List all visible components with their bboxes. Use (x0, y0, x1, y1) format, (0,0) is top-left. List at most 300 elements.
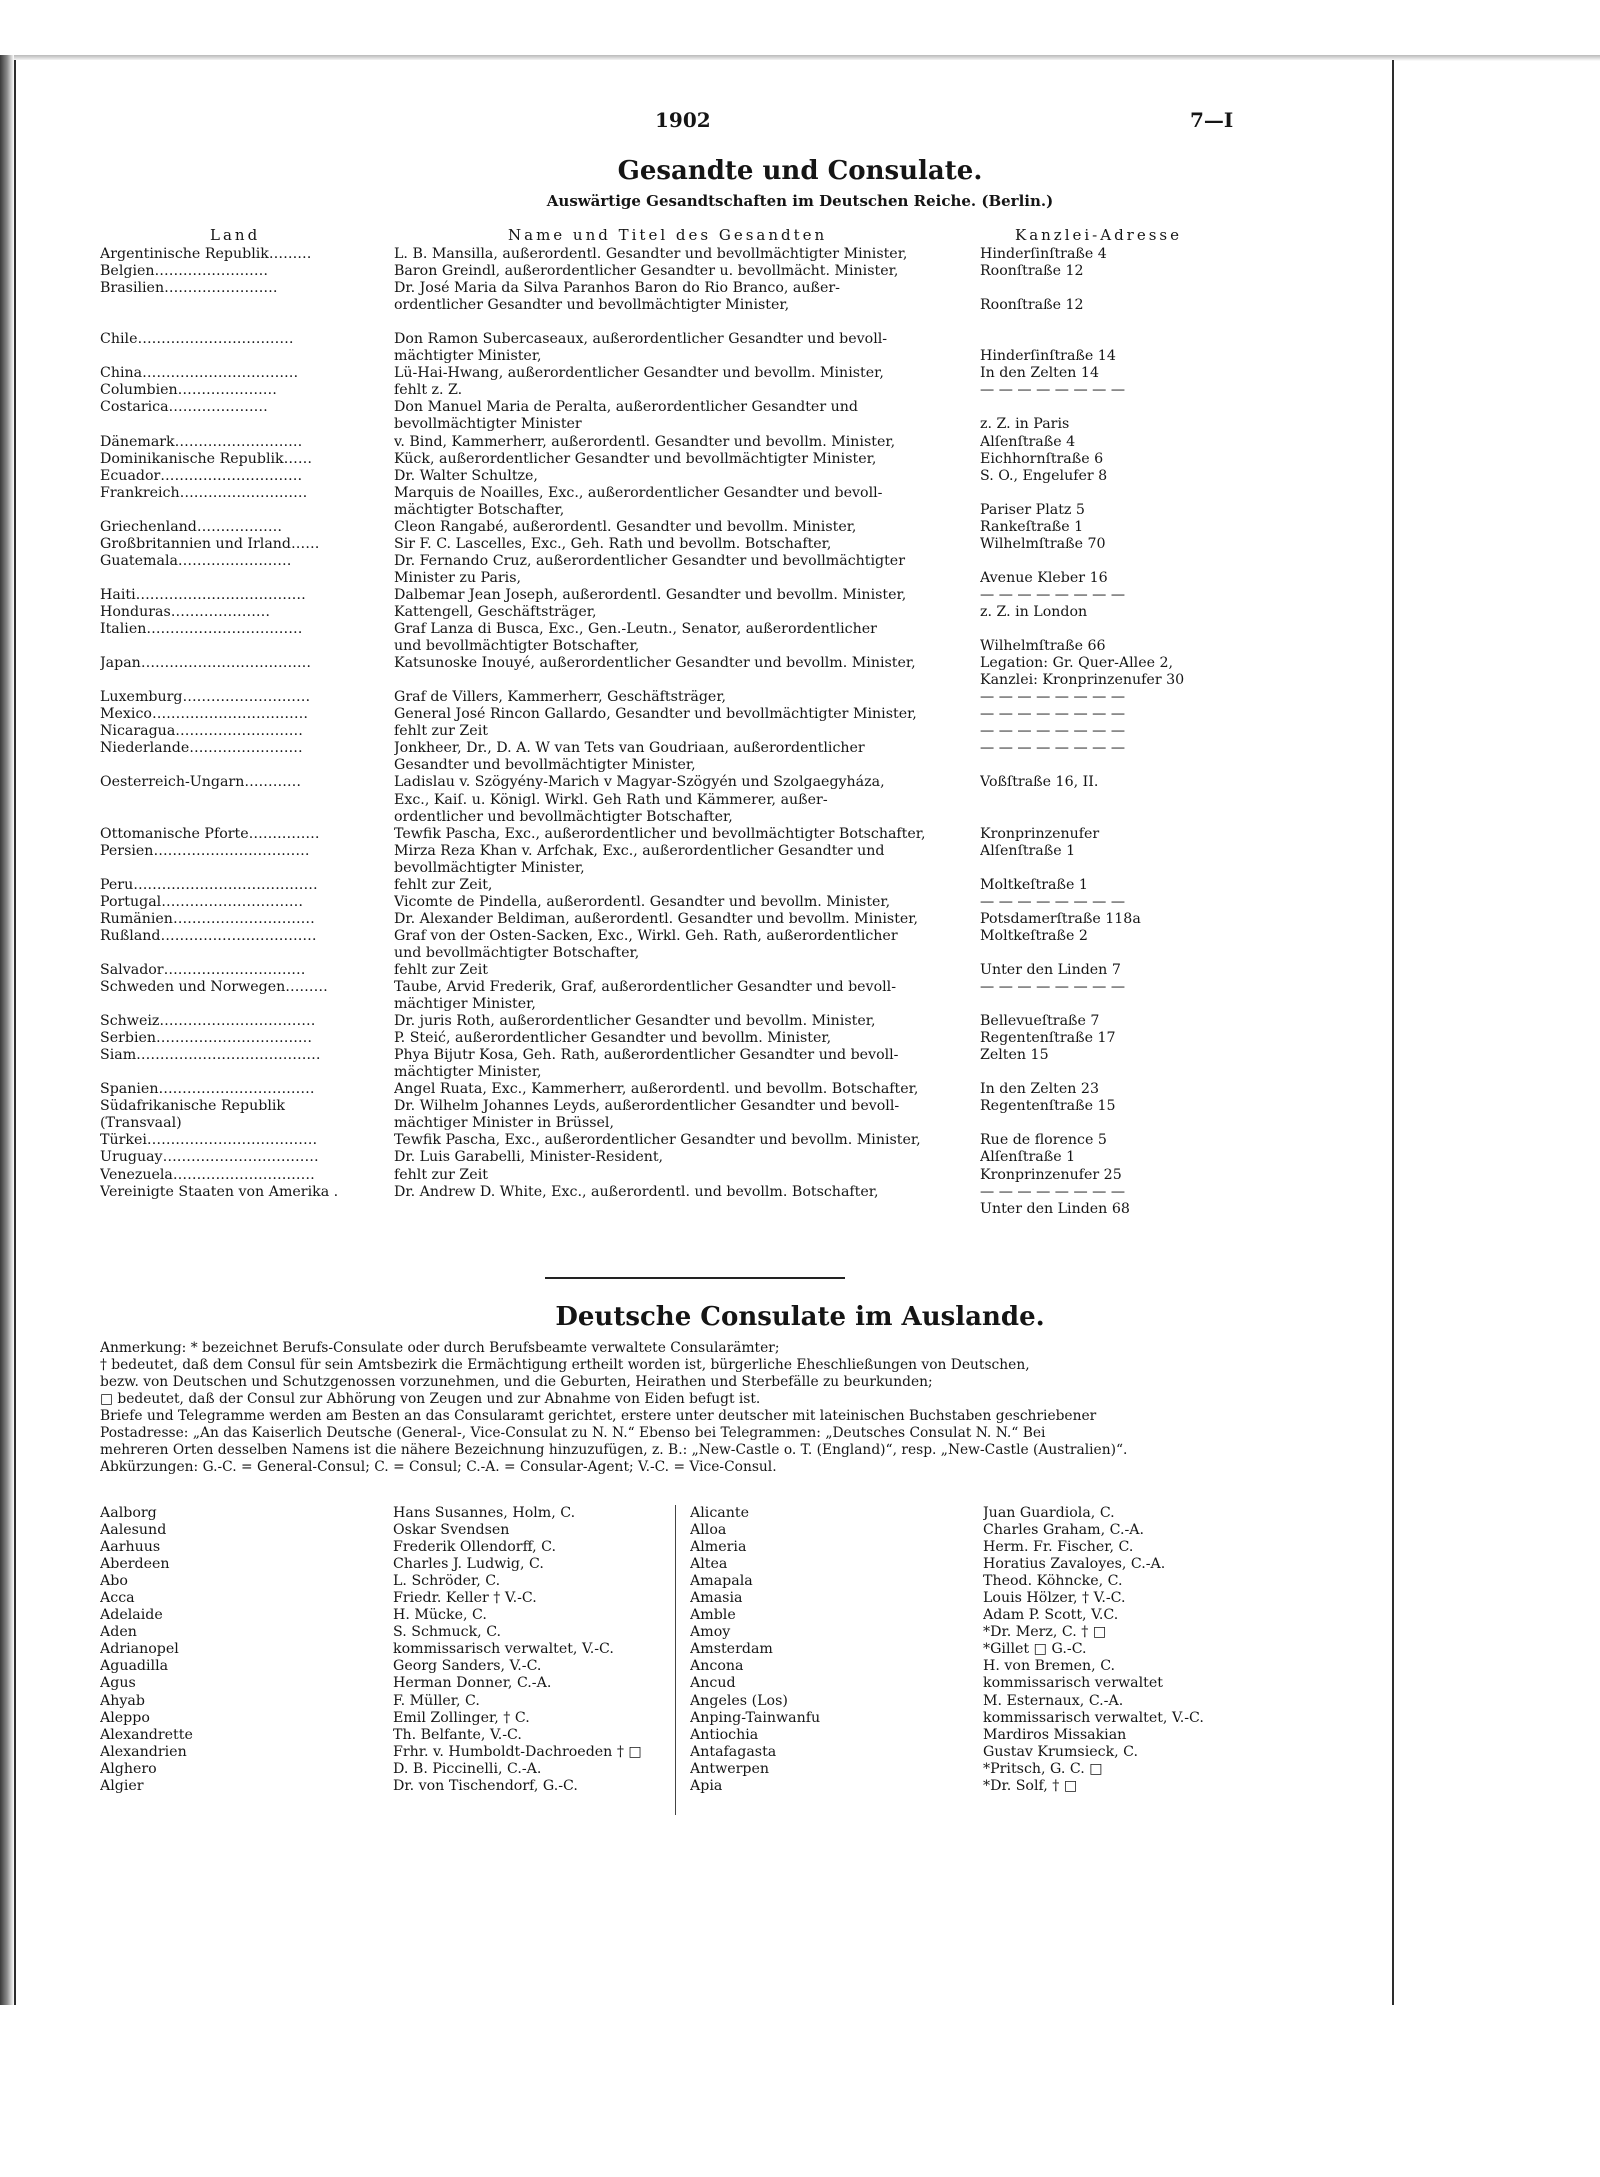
consulate-list-right (690, 1505, 1250, 1795)
city-cell: Aalborg (100, 1505, 157, 1521)
table-row (100, 1184, 1240, 1201)
table-row (100, 860, 1240, 877)
column-divider (675, 1505, 676, 1815)
country-cell: Guatemala…………………… (100, 552, 292, 569)
consul-cell: H. von Bremen, C. (983, 1658, 1116, 1675)
envoy-cell: Baron Greindl, außerordentlicher Gesandter u. bevollmächt. Minister, (394, 263, 899, 280)
address-cell: — — — — — — — — (980, 723, 1126, 740)
envoy-cell: Kück, außerordentlicher Gesandter und bevollmächtigter Minister, (394, 450, 877, 467)
envoy-cell: Lü-Hai-Hwang, außerordentlicher Gesandter und bevollm. Minister, (394, 365, 884, 382)
list-item (690, 1744, 1250, 1761)
list-item (690, 1710, 1250, 1727)
envoy-cell: Marquis de Noailles, Exc., außerordentlicher Gesandter und bevoll- (394, 484, 883, 501)
city-cell: Aalesund (100, 1522, 167, 1539)
address-cell: Regentenſtraße 15 (980, 1098, 1116, 1115)
envoy-cell: Dr. Fernando Cruz, außerordentlicher Gesandter und bevollmächtigter (394, 552, 905, 569)
column-header-country: Land (210, 226, 261, 244)
envoy-cell: Kattengell, Geschäftsträger, (394, 603, 597, 620)
table-row (100, 1064, 1240, 1081)
table-row (100, 1201, 1240, 1218)
envoy-cell: Graf de Villers, Kammerherr, Geschäftsträger, (394, 689, 727, 706)
column-header-address: Kanzlei-Adresse (1015, 226, 1183, 244)
envoy-cell: Graf von der Osten-Sacken, Exc., Wirkl. Geh. Rath, außerordentlicher (394, 927, 898, 944)
consul-cell: Gustav Krumsieck, C. (983, 1743, 1139, 1760)
consul-cell: H. Mücke, C. (393, 1607, 487, 1624)
envoy-cell: Dr. Andrew D. White, Exc., außerordentl. und bevollm. Botschafter, (394, 1183, 879, 1200)
address-cell: Unter den Linden 68 (980, 1200, 1130, 1217)
address-cell: Alſenſtraße 1 (980, 1149, 1076, 1166)
address-cell: Hinderſinſtraße 4 (980, 246, 1107, 262)
city-cell: Amoy (690, 1624, 731, 1641)
table-row (100, 1132, 1240, 1149)
list-item (100, 1710, 660, 1727)
list-item (690, 1539, 1250, 1556)
address-cell: Legation: Gr. Quer-Allee 2, (980, 655, 1174, 672)
list-item (100, 1641, 660, 1658)
page-number: 7—I (1190, 108, 1234, 132)
table-row (100, 365, 1240, 382)
country-cell: Uruguay…………………………… (100, 1149, 319, 1166)
envoy-cell: fehlt zur Zeit (394, 723, 488, 740)
note-line: Abkürzungen: G.-C. = General-Consul; C. = Consul; C.-A. = Consular-Agent; V.-C. = Vice-Consul. (100, 1459, 777, 1476)
consul-cell: *Dr. Solf, † □ (983, 1777, 1078, 1794)
country-cell: Frankreich……………………… (100, 484, 308, 501)
envoy-cell: Taube, Arvid Frederik, Graf, außerordentlicher Gesandter und bevoll- (394, 979, 896, 996)
address-cell: Bellevueſtraße 7 (980, 1013, 1100, 1030)
list-item (690, 1641, 1250, 1658)
address-cell: Rue de florence 5 (980, 1132, 1107, 1149)
embassy-table (100, 246, 1240, 1218)
table-row (100, 1115, 1240, 1132)
envoy-cell: L. B. Mansilla, außerordentl. Gesandter und bevollmächtigter Minister, (394, 246, 908, 262)
envoy-cell: v. Bind, Kammerherr, außerordentl. Gesandter und bevollm. Minister, (394, 433, 896, 450)
list-item (100, 1573, 660, 1590)
list-item (100, 1505, 660, 1522)
note-line: † bedeutet, daß dem Consul für sein Amtsbezirk die Ermächtigung ertheilt worden ist, bürgerliche Eheschließungen von Deutschen, (100, 1357, 1030, 1374)
address-cell: Pariser Platz 5 (980, 501, 1085, 518)
address-cell: Voßſtraße 16, II. (980, 774, 1099, 791)
envoy-cell: Gesandter und bevollmächtigter Minister, (394, 757, 696, 774)
consul-cell: Herman Donner, C.-A. (393, 1675, 552, 1692)
consul-cell: Adam P. Scott, V.C. (983, 1607, 1119, 1624)
list-item (690, 1658, 1250, 1675)
city-cell: Aleppo (100, 1709, 150, 1726)
country-cell: Costarica………………… (100, 399, 268, 416)
envoy-cell: fehlt zur Zeit (394, 961, 488, 978)
table-row (100, 314, 1240, 331)
address-cell: Roonſtraße 12 (980, 263, 1084, 280)
table-row (100, 996, 1240, 1013)
consul-cell: Friedr. Keller † V.-C. (393, 1590, 537, 1607)
address-cell: z. Z. in London (980, 603, 1088, 620)
country-cell: Ecuador………………………… (100, 467, 303, 484)
note-line: □ bedeutet, daß der Consul zur Abhörung von Zeugen und zur Abnahme von Eiden befugt ist. (100, 1391, 761, 1408)
address-cell: — — — — — — — — (980, 740, 1126, 757)
country-cell: Salvador………………………… (100, 961, 306, 978)
table-row (100, 451, 1240, 468)
consul-cell: Juan Guardiola, C. (983, 1505, 1115, 1521)
consul-cell: Dr. von Tischendorf, G.-C. (393, 1777, 578, 1794)
envoy-cell: Graf Lanza di Busca, Exc., Gen.-Leutn., Senator, außerordentlicher (394, 621, 877, 638)
country-cell: Portugal………………………… (100, 893, 304, 910)
list-item (690, 1573, 1250, 1590)
consul-cell: Charles Graham, C.-A. (983, 1522, 1145, 1539)
consul-cell: M. Esternaux, C.-A. (983, 1692, 1124, 1709)
consul-cell: Th. Belfante, V.-C. (393, 1726, 522, 1743)
address-cell: — — — — — — — — (980, 706, 1126, 723)
country-cell: Chile…………………………… (100, 331, 294, 348)
list-item (690, 1727, 1250, 1744)
city-cell: Amble (690, 1607, 736, 1624)
country-cell: Rußland…………………………… (100, 927, 317, 944)
address-cell: Hinderſinſtraße 14 (980, 348, 1116, 365)
envoy-cell: Mirza Reza Khan v. Arfchak, Exc., außerordentlicher Gesandter und (394, 842, 885, 859)
country-cell: Niederlande…………………… (100, 740, 303, 757)
consul-cell: S. Schmuck, C. (393, 1624, 502, 1641)
city-cell: Ahyab (100, 1692, 145, 1709)
consul-cell: Oskar Svendsen (393, 1522, 510, 1539)
table-row (100, 1013, 1240, 1030)
address-cell: Wilhelmſtraße 70 (980, 535, 1106, 552)
consul-cell: Georg Sanders, V.-C. (393, 1658, 542, 1675)
address-cell: — — — — — — — — (980, 893, 1126, 910)
country-cell: Südafrikanische Republik (100, 1098, 286, 1115)
table-row (100, 297, 1240, 314)
envoy-cell: Don Ramon Subercaseaux, außerordentlicher Gesandter und bevoll- (394, 331, 888, 348)
city-cell: Almeria (690, 1539, 747, 1556)
country-cell: Großbritannien und Irland…… (100, 535, 320, 552)
country-cell: Siam………………………………… (100, 1047, 321, 1064)
country-cell: Japan……………………………… (100, 655, 312, 672)
address-cell: Regentenſtraße 17 (980, 1030, 1116, 1047)
city-cell: Amsterdam (690, 1641, 773, 1658)
country-cell: Argentinische Republik……… (100, 246, 312, 262)
country-cell: Columbien………………… (100, 382, 277, 399)
consul-cell: Emil Zollinger, † C. (393, 1709, 530, 1726)
address-cell: Eichhornſtraße 6 (980, 450, 1104, 467)
list-item (100, 1744, 660, 1761)
country-cell: Italien…………………………… (100, 621, 303, 638)
list-item (690, 1778, 1250, 1795)
table-row (100, 979, 1240, 996)
consul-cell: kommissarisch verwaltet, V.-C. (393, 1641, 614, 1658)
list-item (690, 1607, 1250, 1624)
table-row (100, 911, 1240, 928)
note-line: Briefe und Telegramme werden am Besten an das Consularamt gerichtet, erstere unter deutscher mit lateinischen Buchstaben geschriebener (100, 1408, 1097, 1425)
table-row (100, 587, 1240, 604)
table-row (100, 621, 1240, 638)
country-cell: Honduras………………… (100, 603, 271, 620)
table-row (100, 962, 1240, 979)
envoy-cell: Don Manuel Maria de Peralta, außerordentlicher Gesandter und (394, 399, 858, 416)
table-row (100, 843, 1240, 860)
section-title-consulates: Deutsche Consulate im Auslande. (555, 1302, 1045, 1332)
envoy-cell: Dr. Luis Garabelli, Minister-Resident, (394, 1149, 664, 1166)
envoy-cell: fehlt zur Zeit, (394, 876, 493, 893)
list-item (690, 1624, 1250, 1641)
country-cell: Serbien…………………………… (100, 1030, 313, 1047)
consul-cell: Louis Hölzer, † V.-C. (983, 1590, 1126, 1607)
consul-cell: Charles J. Ludwig, C. (393, 1556, 544, 1573)
consul-cell: Horatius Zavaloyes, C.-A. (983, 1556, 1166, 1573)
table-row (100, 434, 1240, 451)
country-cell: Rumänien………………………… (100, 910, 315, 927)
list-item (690, 1761, 1250, 1778)
city-cell: Acca (100, 1590, 135, 1607)
country-cell: Peru………………………………… (100, 876, 318, 893)
table-row (100, 672, 1240, 689)
list-item (690, 1522, 1250, 1539)
table-row (100, 468, 1240, 485)
table-row (100, 792, 1240, 809)
envoy-cell: und bevollmächtigter Botschafter, (394, 638, 640, 655)
envoy-cell: P. Steić, außerordentlicher Gesandter und bevollm. Minister, (394, 1030, 832, 1047)
section-title-embassies: Gesandte und Consulate. (617, 156, 983, 186)
city-cell: Aguadilla (100, 1658, 169, 1675)
table-row (100, 553, 1240, 570)
country-cell: Nicaragua……………………… (100, 723, 303, 740)
consul-cell: Mardiros Missakian (983, 1726, 1127, 1743)
consul-cell: Frederik Ollendorff, C. (393, 1539, 557, 1556)
page-border-right (1392, 60, 1394, 2005)
envoy-cell: und bevollmächtigter Botschafter, (394, 944, 640, 961)
envoy-cell: Phya Bijutr Kosa, Geh. Rath, außerordentlicher Gesandter und bevoll- (394, 1047, 899, 1064)
table-row (100, 1030, 1240, 1047)
city-cell: Altea (690, 1556, 728, 1573)
list-item (100, 1761, 660, 1778)
address-cell: Potsdamerſtraße 118a (980, 910, 1141, 927)
table-row (100, 280, 1240, 297)
address-cell: Kanzlei: Kronprinzenufer 30 (980, 672, 1185, 689)
table-row (100, 945, 1240, 962)
list-item (100, 1658, 660, 1675)
table-row (100, 536, 1240, 553)
envoy-cell: ordentlicher und bevollmächtigter Botschafter, (394, 808, 733, 825)
envoy-cell: Dr. Walter Schultze, (394, 467, 538, 484)
list-item (100, 1778, 660, 1795)
city-cell: Alloa (690, 1522, 727, 1539)
address-cell: — — — — — — — — (980, 382, 1126, 399)
table-row (100, 348, 1240, 365)
address-cell: Alſenſtraße 1 (980, 842, 1076, 859)
country-cell: Persien…………………………… (100, 842, 310, 859)
country-cell: Mexico…………………………… (100, 706, 309, 723)
consul-cell: D. B. Piccinelli, C.-A. (393, 1760, 542, 1777)
table-row (100, 246, 1240, 263)
envoy-cell: mächtiger Minister, (394, 996, 536, 1013)
address-cell: Moltkeſtraße 2 (980, 927, 1088, 944)
consul-cell: *Pritsch, G. C. □ (983, 1760, 1103, 1777)
address-cell: Roonſtraße 12 (980, 297, 1084, 314)
list-item (100, 1693, 660, 1710)
country-cell: Griechenland……………… (100, 518, 283, 535)
envoy-cell: Dr. juris Roth, außerordentlicher Gesandter und bevollm. Minister, (394, 1013, 876, 1030)
table-row (100, 894, 1240, 911)
city-cell: Aden (100, 1624, 137, 1641)
note-line: Postadresse: „An das Kaiserlich Deutsche (General-, Vice-Consulat zu N. N.“ Ebenso bei Telegrammen: „Deutsches Consulat N. N.“ Bei (100, 1425, 1046, 1442)
list-item (100, 1624, 660, 1641)
table-row (100, 485, 1240, 502)
table-row (100, 928, 1240, 945)
envoy-cell: bevollmächtigter Minister (394, 416, 582, 433)
table-row (100, 689, 1240, 706)
table-row (100, 877, 1240, 894)
envoy-cell: fehlt zur Zeit (394, 1166, 488, 1183)
section-subtitle-embassies: Auswärtige Gesandtschaften im Deutschen Reiche. (Berlin.) (546, 192, 1054, 210)
table-row (100, 740, 1240, 757)
table-row (100, 757, 1240, 774)
envoy-cell: mächtiger Minister in Brüssel, (394, 1115, 614, 1132)
envoy-cell: Angel Ruata, Exc., Kammerherr, außerordentl. und bevollm. Botschafter, (394, 1081, 919, 1098)
consul-cell: Theod. Köhncke, C. (983, 1573, 1123, 1590)
consul-cell: L. Schröder, C. (393, 1573, 501, 1590)
address-cell: In den Zelten 14 (980, 365, 1099, 382)
table-row (100, 502, 1240, 519)
consulate-list-left (100, 1505, 660, 1795)
country-cell: Belgien…………………… (100, 263, 269, 280)
table-row (100, 604, 1240, 621)
city-cell: Adelaide (100, 1607, 163, 1624)
country-cell: Venezuela………………………… (100, 1166, 315, 1183)
table-row (100, 1167, 1240, 1184)
country-cell: Schweiz…………………………… (100, 1013, 316, 1030)
country-cell: (Transvaal) (100, 1115, 182, 1132)
table-row (100, 519, 1240, 536)
envoy-cell: ordentlicher Gesandter und bevollmächtigter Minister, (394, 297, 790, 314)
envoy-cell: mächtigter Minister, (394, 348, 542, 365)
city-cell: Agus (100, 1675, 136, 1692)
city-cell: Algier (100, 1777, 144, 1794)
list-item (690, 1590, 1250, 1607)
table-row (100, 1149, 1240, 1166)
table-row (100, 774, 1240, 791)
consul-cell: F. Müller, C. (393, 1692, 480, 1709)
envoy-cell: Vicomte de Pindella, außerordentl. Gesandter und bevollm. Minister, (394, 893, 891, 910)
country-cell: Dominikanische Republik…… (100, 450, 313, 467)
table-row (100, 706, 1240, 723)
country-cell: Luxemburg……………………… (100, 689, 311, 706)
consul-cell: Herm. Fr. Fischer, C. (983, 1539, 1134, 1556)
table-row (100, 655, 1240, 672)
city-cell: Antwerpen (690, 1760, 770, 1777)
list-item (690, 1675, 1250, 1692)
consul-cell: kommissarisch verwaltet (983, 1675, 1163, 1692)
note-line: mehreren Orten desselben Namens ist die nähere Bezeichnung hinzuzufügen, z. B.: „New-Castle o. T. (England)“, resp. „New-Castle (Australien)“. (100, 1442, 1128, 1459)
envoy-cell: Dr. José Maria da Silva Paranhos Baron do Rio Branco, außer- (394, 280, 840, 297)
envoy-cell: Exc., Kaiſ. u. Königl. Wirkl. Geh Rath und Kämmerer, außer- (394, 791, 828, 808)
envoy-cell: mächtigter Minister, (394, 1064, 542, 1081)
address-cell: Kronprinzenufer 25 (980, 1166, 1122, 1183)
consul-cell: *Dr. Merz, C. † □ (983, 1624, 1107, 1641)
address-cell: Alſenſtraße 4 (980, 433, 1076, 450)
envoy-cell: Dr. Wilhelm Johannes Leyds, außerordentlicher Gesandter und bevoll- (394, 1098, 900, 1115)
envoy-cell: mächtigter Botschafter, (394, 501, 565, 518)
country-cell: Brasilien…………………… (100, 280, 278, 297)
city-cell: Alexandrette (100, 1726, 193, 1743)
envoy-cell: Tewfik Pascha, Exc., außerordentlicher und bevollmächtigter Botschafter, (394, 825, 926, 842)
table-row (100, 826, 1240, 843)
city-cell: Alicante (690, 1505, 749, 1521)
city-cell: Antiochia (690, 1726, 759, 1743)
country-cell: Schweden und Norwegen……… (100, 979, 328, 996)
envoy-cell: Dalbemar Jean Joseph, außerordentl. Gesandter und bevollm. Minister, (394, 586, 907, 603)
country-cell: Dänemark……………………… (100, 433, 303, 450)
list-item (100, 1675, 660, 1692)
note-line: Anmerkung: * bezeichnet Berufs-Consulate oder durch Berufsbeamte verwaltete Consularämter; (100, 1340, 780, 1356)
address-cell: — — — — — — — — (980, 1183, 1126, 1200)
consul-cell: *Gillet □ G.-C. (983, 1641, 1087, 1658)
table-row (100, 331, 1240, 348)
address-cell: — — — — — — — — (980, 689, 1126, 706)
column-header-envoy: Name und Titel des Gesandten (508, 226, 828, 244)
consul-cell: Frhr. v. Humboldt-Dachroeden † □ (393, 1743, 642, 1760)
envoy-cell: Minister zu Paris, (394, 569, 522, 586)
table-row (100, 1047, 1240, 1064)
country-cell: Haiti……………………………… (100, 586, 306, 603)
envoy-cell: fehlt z. Z. (394, 382, 463, 399)
city-cell: Amasia (690, 1590, 743, 1607)
envoy-cell: Jonkheer, Dr., D. A. W van Tets van Goudriaan, außerordentlicher (394, 740, 865, 757)
table-row (100, 382, 1240, 399)
address-cell: — — — — — — — — (980, 586, 1126, 603)
envoy-cell: Dr. Alexander Beldiman, außerordentl. Gesandter und bevollm. Minister, (394, 910, 919, 927)
address-cell: Unter den Linden 7 (980, 961, 1121, 978)
envoy-cell: Cleon Rangabé, außerordentl. Gesandter und bevollm. Minister, (394, 518, 857, 535)
city-cell: Ancud (690, 1675, 736, 1692)
city-cell: Alghero (100, 1760, 157, 1777)
table-row (100, 1081, 1240, 1098)
list-item (690, 1505, 1250, 1522)
country-cell: China…………………………… (100, 365, 299, 382)
address-cell: In den Zelten 23 (980, 1081, 1099, 1098)
address-cell: S. O., Engelufer 8 (980, 467, 1108, 484)
city-cell: Antafagasta (690, 1743, 777, 1760)
address-cell: Rankeſtraße 1 (980, 518, 1084, 535)
table-row (100, 399, 1240, 416)
city-cell: Alexandrien (100, 1743, 187, 1760)
consul-cell: Hans Susannes, Holm, C. (393, 1505, 576, 1521)
address-cell: Kronprinzenufer (980, 825, 1100, 842)
list-item (100, 1607, 660, 1624)
table-row (100, 263, 1240, 280)
list-item (690, 1556, 1250, 1573)
list-item (100, 1539, 660, 1556)
table-row (100, 723, 1240, 740)
address-cell: Avenue Kleber 16 (980, 569, 1108, 586)
city-cell: Apia (690, 1777, 723, 1794)
table-row (100, 1098, 1240, 1115)
city-cell: Ancona (690, 1658, 744, 1675)
address-cell: Zelten 15 (980, 1047, 1049, 1064)
city-cell: Angeles (Los) (690, 1692, 788, 1709)
country-cell: Ottomanische Pforte…………… (100, 825, 320, 842)
city-cell: Anping-Tainwanfu (690, 1709, 821, 1726)
address-cell: Wilhelmſtraße 66 (980, 638, 1106, 655)
envoy-cell: General José Rincon Gallardo, Gesandter und bevollmächtigter Minister, (394, 706, 917, 723)
table-row (100, 570, 1240, 587)
country-cell: Vereinigte Staaten von Amerika . (100, 1183, 339, 1200)
scan-shadow-left (0, 55, 14, 2005)
section-divider (545, 1277, 845, 1279)
table-row (100, 638, 1240, 655)
envoy-cell: Katsunoske Inouyé, außerordentlicher Gesandter und bevollm. Minister, (394, 655, 916, 672)
address-cell: — — — — — — — — (980, 979, 1126, 996)
city-cell: Abo (100, 1573, 128, 1590)
list-item (100, 1727, 660, 1744)
address-cell: z. Z. in Paris (980, 416, 1070, 433)
list-item (100, 1556, 660, 1573)
list-item (690, 1693, 1250, 1710)
